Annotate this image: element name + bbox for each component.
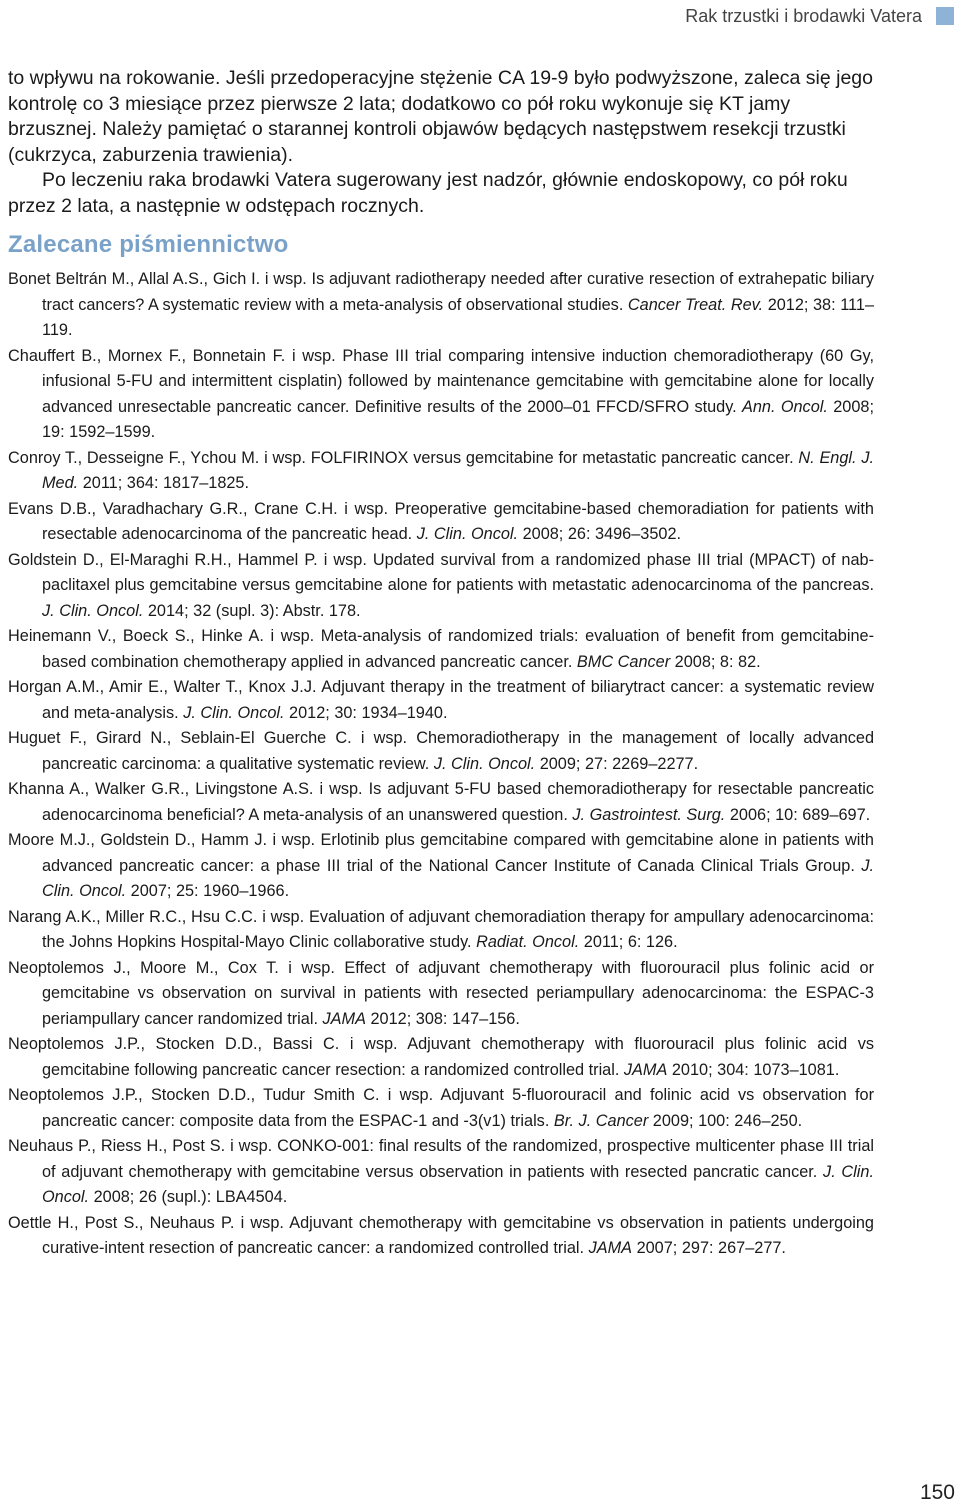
reference-text: Moore M.J., Goldstein D., Hamm J. i wsp. Erlotinib plus gemcitabine compared with gemcitabine alone in patients with advanced pancreatic cancer: a phase III trial of the National Cancer Institute of Canada Clinical Trials Group. (8, 831, 874, 875)
reference-details: 2012; 38: 111–119. (42, 295, 874, 339)
reference-text: Goldstein D., El-Maraghi R.H., Hammel P. i wsp. Updated survival from a randomized phase III trial (MPACT) of nab-paclitaxel plus gemcitabine versus gemcitabine alone for patients with metastatic adenocarcinoma of the pancreas. (8, 550, 874, 594)
reference-journal: JAMA (322, 1009, 366, 1028)
reference-text: Neoptolemos J.P., Stocken D.D., Bassi C. i wsp. Adjuvant chemotherapy with fluorouracil plus folinic acid vs gemcitabine following pancreatic cancer resection: a randomized controlled trial. (8, 1035, 874, 1079)
reference-details: 2011; 364: 1817–1825. (78, 474, 250, 492)
reference-details: 2007; 25: 1960–1966. (126, 882, 290, 900)
reference-text: Huguet F., Girard N., Seblain-El Guerche C. i wsp. Chemoradiotherapy in the management of locally advanced pancreatic carcinoma: a qualitative systematic review. (8, 729, 874, 773)
page-number: 150 (919, 1481, 955, 1504)
reference-text: Narang A.K., Miller R.C., Hsu C.C. i wsp. Evaluation of adjuvant chemoradiation therapy for ampullary adenocarcinoma: the Johns Hopkins Hospital-Mayo Clinic collaborative study. (8, 907, 874, 951)
reference-journal: J. Clin. Oncol. (42, 1162, 874, 1206)
reference-item (8, 956, 874, 1033)
running-header-title: Rak trzustki i brodawki Vatera (685, 5, 922, 26)
body-paragraph: to wpływu na rokowanie. Jeśli przedoperacyjne stężenie CA 19-9 było podwyższone, zaleca się jego kontrolę co 3 miesiące przez pierwsze 2 lata; dodatkowo co pół roku wykonuje się KT jamy brzusznej. Należy pamiętać o starannej kontroli objawów będących następstwem resekcji trzustki (cukrzyca, zaburzenia trawienia). (8, 67, 873, 166)
reference-journal: J. Gastrointest. Surg. (572, 805, 726, 824)
reference-text: Khanna A., Walker G.R., Livingstone A.S. i wsp. Is adjuvant 5-FU based chemoradiotherapy for resectable pancreatic adenocarcinoma beneficial? A meta-analysis of an unanswered question. (8, 780, 874, 824)
reference-item (8, 1134, 874, 1211)
reference-item (8, 828, 874, 905)
reference-journal: J. Clin. Oncol. (42, 601, 144, 620)
reference-journal: J. Clin. Oncol. (183, 703, 285, 722)
reference-details: 2009; 100: 246–250. (648, 1111, 803, 1130)
reference-journal: BMC Cancer (576, 652, 671, 671)
reference-journal: J. Clin. Oncol. (433, 754, 536, 773)
reference-item (8, 548, 874, 625)
reference-item (8, 777, 874, 828)
reference-details: 2009; 27: 2269–2277. (535, 754, 699, 773)
reference-journal: J. Clin. Oncol. (416, 525, 519, 543)
reference-item (8, 446, 874, 497)
reference-details: 2012; 308: 147–156. (365, 1009, 520, 1028)
reference-journal: Radiat. Oncol. (476, 933, 580, 951)
reference-journal: JAMA (623, 1060, 668, 1079)
reference-details: 2008; 26: 3496–3502. (518, 525, 682, 543)
reference-item (8, 905, 874, 956)
reference-text: Chauffert B., Mornex F., Bonnetain F. i wsp. Phase III trial comparing intensive induction chemoradiotherapy (60 Gy, infusional 5-FU and intermittent cisplatin) followed by maintenance gemcitabine with gemcitabine alone for locally advanced unresectable pancreatic cancer. Definitive results of the 2000–01 FFCD/SFRO study. (8, 346, 874, 416)
reference-text: Conroy T., Desseigne F., Ychou M. i wsp. FOLFIRINOX versus gemcitabine for metastatic pancreatic cancer. (8, 448, 799, 467)
reference-item (8, 267, 874, 344)
section-title: Zalecane piśmiennictwo (8, 231, 289, 258)
reference-details: 2014; 32 (supl. 3): Abstr. 178. (143, 601, 361, 620)
reference-text: Evans D.B., Varadhachary G.R., Crane C.H. i wsp. Preoperative gemcitabine-based chemoradiation for patients with resectable adenocarcinoma of the pancreatic head. (8, 499, 874, 543)
reference-journal: J. Clin. Oncol. (42, 856, 874, 900)
reference-details: 2011; 6: 126. (579, 933, 678, 951)
reference-text: Neoptolemos J.P., Stocken D.D., Tudur Smith C. i wsp. Adjuvant 5-fluorouracil and folinic acid vs observation for pancreatic cancer: composite data from the ESPAC-1 and -3(v1) trials. (8, 1086, 874, 1130)
reference-item (8, 1211, 874, 1262)
reference-journal: Ann. Oncol. (742, 397, 828, 416)
reference-item (8, 726, 874, 777)
reference-details: 2010; 304: 1073–1081. (667, 1060, 840, 1079)
reference-details: 2012; 30: 1934–1940. (284, 703, 448, 722)
reference-item (8, 1083, 874, 1134)
running-header (685, 4, 954, 28)
reference-journal: Br. J. Cancer (553, 1111, 649, 1130)
reference-text: Neoptolemos J., Moore M., Cox T. i wsp. Effect of adjuvant chemotherapy with fluorouracil plus folinic acid or gemcitabine vs observation on survival in patients with resected periampullary adenocarcinoma: the ESPAC-3 periampullary cancer randomized trial. (8, 958, 874, 1028)
reference-item (8, 497, 874, 548)
reference-text: Oettle H., Post S., Neuhaus P. i wsp. Adjuvant chemotherapy with gemcitabine vs observation in patients undergoing curative-intent resection of pancreatic cancer: a randomized controlled trial. (8, 1213, 874, 1257)
reference-details: 2008; 8: 82. (670, 652, 761, 671)
reference-text: Bonet Beltrán M., Allal A.S., Gich I. i wsp. Is adjuvant radiotherapy needed after curative resection of extrahepatic biliary tract cancers? A systematic review with a meta-analysis of observational studies. (8, 270, 874, 314)
reference-item (8, 675, 874, 726)
reference-details: 2008; 19: 1592–1599. (42, 397, 874, 441)
header-square-decoration (936, 7, 954, 25)
reference-item (8, 344, 874, 446)
reference-item (8, 1032, 874, 1083)
reference-text: Neuhaus P., Riess H., Post S. i wsp. CONKO-001: final results of the randomized, prospective multicenter phase III trial of adjuvant chemotherapy with gemcitabine versus observation in patients with resected pancratic cancer. (8, 1137, 874, 1181)
reference-journal: Cancer Treat. Rev. (627, 295, 764, 314)
reference-details: 2007; 297: 267–277. (632, 1239, 786, 1257)
body-paragraph: Po leczeniu raka brodawki Vatera sugerowany jest nadzór, głównie endoskopowy, co pół roku przez 2 lata, a następnie w odstępach rocznych. (8, 169, 848, 217)
reference-item (8, 624, 874, 675)
reference-details: 2006; 10: 689–697. (725, 805, 871, 824)
reference-journal: N. Engl. J. Med. (42, 448, 874, 492)
page-content (8, 66, 874, 1262)
reference-text: Heinemann V., Boeck S., Hinke A. i wsp. Meta-analysis of randomized trials: evaluation of benefit from gemcitabine-based combination chemotherapy applied in advanced pancreatic cancer. (8, 627, 874, 671)
reference-text: Horgan A.M., Amir E., Walter T., Knox J.J. Adjuvant therapy in the treatment of biliarytract cancer: a systematic review and meta-analysis. (8, 678, 874, 722)
reference-details: 2008; 26 (supl.): LBA4504. (89, 1188, 288, 1206)
reference-journal: JAMA (588, 1239, 633, 1257)
references-list (8, 267, 874, 1262)
